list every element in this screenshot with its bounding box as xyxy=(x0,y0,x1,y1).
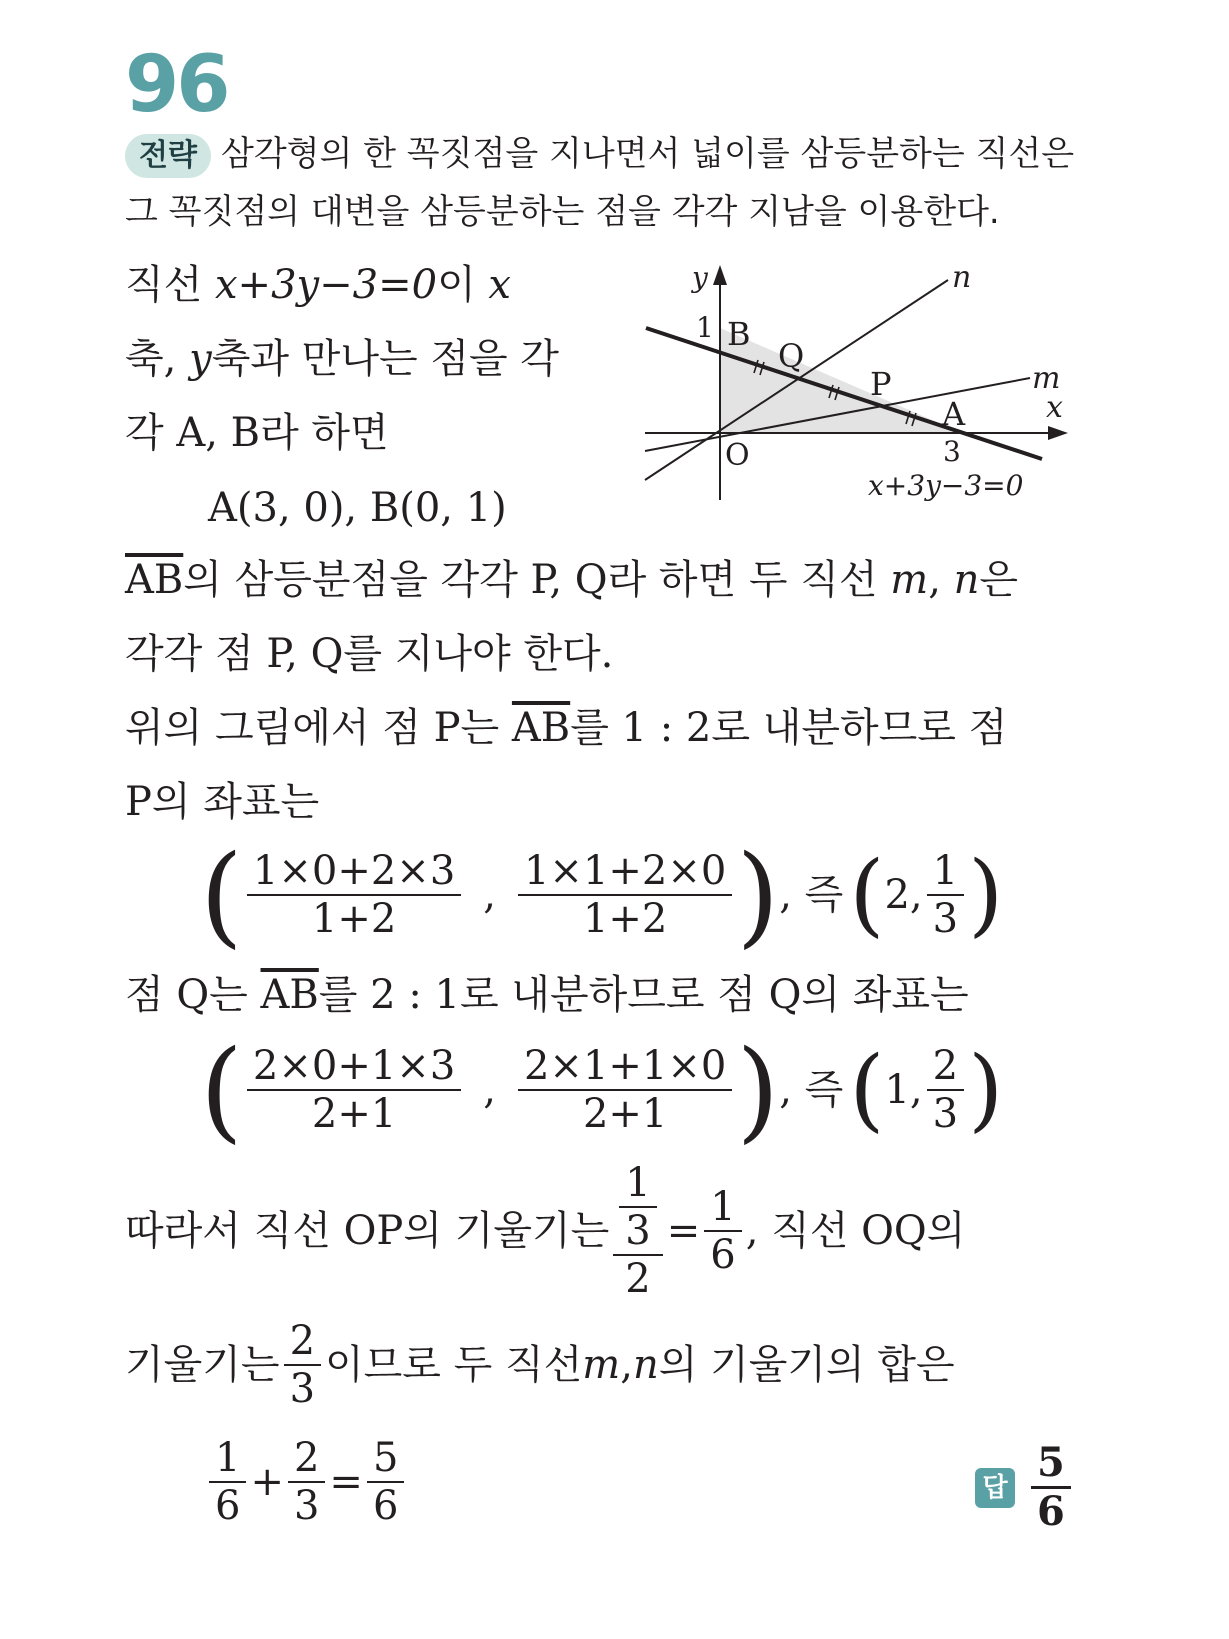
fraction: $\frac{1}{6}$ xyxy=(704,1184,741,1278)
label-A: A xyxy=(942,395,966,433)
intro-line-1 xyxy=(125,257,511,313)
fraction: $\frac{1}{3}$ xyxy=(927,848,964,942)
label-O: O xyxy=(725,438,750,473)
answer xyxy=(975,1440,1075,1535)
strategy-text-1: 삼각형의 한 꼭짓점을 지나면서 넓이를 삼등분하는 직선은 xyxy=(220,134,1075,174)
label-y: y xyxy=(692,261,708,294)
segment-ab: $\overline{AB}$ xyxy=(260,972,319,1018)
para-text: 의 삼등분점을 각각 P, Q라 하면 두 직선 xyxy=(183,557,891,603)
var-n: n xyxy=(953,557,980,603)
label-P: P xyxy=(870,365,892,403)
fraction: $\frac{2\times 1+1\times 0}{2+1}$ xyxy=(518,1043,732,1137)
segment-ab: $\overline{AB}$ xyxy=(125,557,184,603)
label-1: 1 xyxy=(696,311,714,344)
fraction: $\frac{2}{3}$ xyxy=(927,1043,964,1137)
label-3: 3 xyxy=(943,435,961,468)
fraction: $\frac{2}{3}$ xyxy=(284,1318,321,1412)
line-n xyxy=(645,280,948,480)
intro-line-2 xyxy=(125,331,559,387)
para1-line-1 xyxy=(125,552,1018,608)
answer-badge: 답 xyxy=(975,1468,1015,1508)
intro-text: 직선 xyxy=(125,262,215,308)
para2-line-2: P의 좌표는 xyxy=(125,779,320,825)
fraction: $\frac{2\times 0+1\times 3}{2+1}$ xyxy=(247,1043,461,1137)
var-x: x xyxy=(488,262,511,308)
para-text: 위의 그림에서 점 P는 xyxy=(125,705,512,751)
fraction: $\frac{1\times 1+2\times 0}{1+2}$ xyxy=(518,848,732,942)
intro-text: 이 xyxy=(437,262,489,308)
para3-line xyxy=(125,967,969,1023)
coordinate-figure xyxy=(630,255,1080,515)
complex-fraction: $\frac{\frac{1}{3}}{2}$ xyxy=(613,1160,662,1302)
para-text: 를 1 : 2로 내분하므로 점 xyxy=(570,705,1008,751)
strategy-badge: 전략 xyxy=(125,134,211,178)
intro-line-4: A(3, 0), B(0, 1) xyxy=(208,485,507,531)
fraction: $\frac{1\times 0+2\times 3}{1+2}$ xyxy=(247,848,461,942)
para-text: 를 2 : 1로 내분하므로 점 Q의 좌표는 xyxy=(318,972,969,1018)
var-y: y xyxy=(189,336,212,382)
y-axis-arrow xyxy=(713,265,727,285)
slope-line-1: 따라서 직선 OP의 기울기는 $\frac{\frac{1}{3}}{2}$ = $\frac{1}{6}$ , 직선 OQ의 xyxy=(125,1160,966,1302)
para-text: , xyxy=(928,557,954,603)
x-axis-arrow xyxy=(1048,426,1068,440)
strategy-line-2: 그 꼭짓점의 대변을 삼등분하는 점을 각각 지남을 이용한다. xyxy=(125,192,1000,232)
segment-ab: $\overline{AB}$ xyxy=(511,705,571,751)
para1-line-2: 각각 점 P, Q를 지나야 한다. xyxy=(125,631,614,677)
formula-p: ( $\frac{1\times 0+2\times 3}{1+2}$ , $\frac{1\times 1+2\times 0}{1+2}$ ) , 즉 ( 2, $\frac{1}{3}$ ) xyxy=(200,831,1004,959)
intro-text: 축, xyxy=(125,336,190,382)
para-text: 점 Q는 xyxy=(125,972,261,1018)
label-equation: x+3y−3=0 xyxy=(868,469,1024,502)
line-equation: x+3y−3=0 xyxy=(215,262,438,308)
problem-number: 96 xyxy=(125,40,228,130)
shaded-triangle xyxy=(720,328,962,433)
intro-text: 축과 만나는 점을 각 xyxy=(211,336,559,382)
label-x: x xyxy=(1046,390,1063,425)
label-Q: Q xyxy=(778,337,805,375)
para-text: 은 xyxy=(979,557,1019,603)
label-m: m xyxy=(1032,361,1061,396)
sum-equation: $\frac{1}{6}$ + $\frac{2}{3}$ = $\frac{5}{6}$ xyxy=(205,1435,408,1529)
label-n: n xyxy=(952,260,972,295)
slope-line-2: 기울기는 $\frac{2}{3}$ 이므로 두 직선 m , n 의 기울기의 합은 xyxy=(125,1318,955,1412)
para2-line-1 xyxy=(125,700,1007,756)
formula-q: ( $\frac{2\times 0+1\times 3}{2+1}$ , $\frac{2\times 1+1\times 0}{2+1}$ ) , 즉 ( 1, $\frac{2}{3}$ ) xyxy=(200,1026,1004,1154)
var-m: m xyxy=(890,557,929,603)
label-B: B xyxy=(727,315,751,353)
answer-fraction: $\frac{5}{6}$ xyxy=(1031,1440,1071,1535)
strategy-line-1 xyxy=(125,124,1074,184)
intro-line-3: 각 A, B라 하면 xyxy=(125,410,389,456)
